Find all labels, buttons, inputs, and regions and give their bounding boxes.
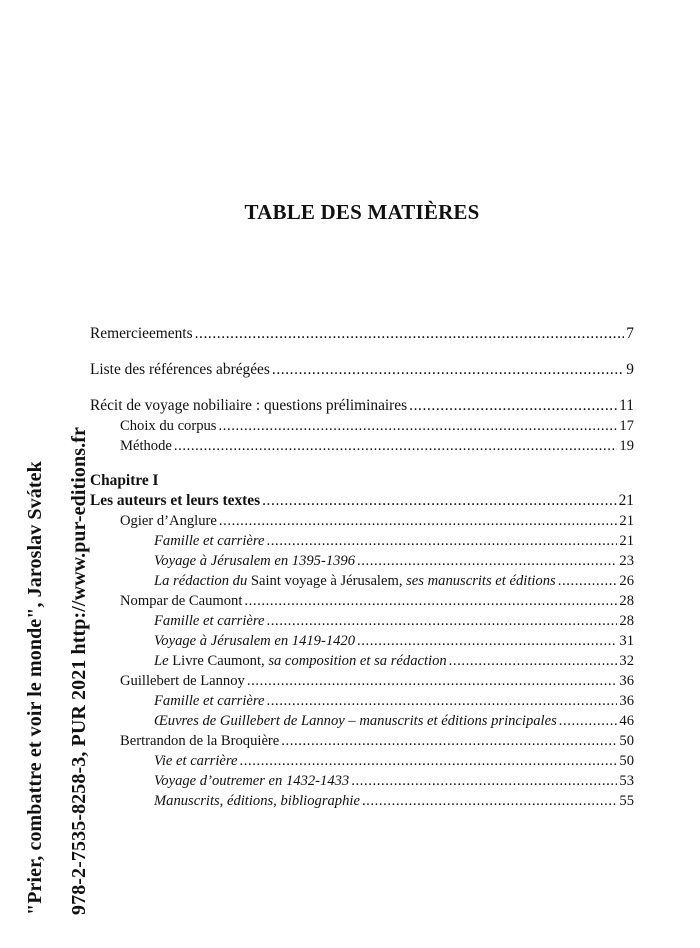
dot-leader (244, 591, 617, 611)
toc-entry-guillebert (90, 671, 634, 691)
toc-label: Bertrandon de la Broquière (120, 733, 280, 749)
toc-label-part: , sa composition et sa rédaction (261, 653, 447, 669)
toc-entry-ogier-voyage (90, 551, 634, 571)
toc-page-number: 53 (619, 773, 634, 789)
toc-entry-remerciements (90, 324, 634, 344)
toc-page-number: 50 (619, 753, 634, 769)
toc-entry-methode (90, 436, 634, 456)
toc-entry-guillebert-famille (90, 691, 634, 711)
toc-page-number: 17 (619, 418, 634, 434)
toc-label-part: , ses manuscrits et éditions (398, 573, 556, 589)
page-title: TABLE DES MATIÈRES (244, 200, 480, 224)
dot-leader (449, 651, 618, 671)
toc-page-number: 31 (619, 633, 634, 649)
dot-leader (559, 711, 618, 731)
toc-page-number: 11 (619, 397, 634, 414)
dot-leader (174, 436, 618, 456)
toc-label: Choix du corpus (120, 418, 217, 434)
toc-page-number: 23 (619, 553, 634, 569)
toc-page-number: 9 (626, 361, 634, 378)
toc-page-number: 7 (626, 325, 634, 342)
toc-entry-ogier-famille (90, 531, 634, 551)
toc-entry-nompar-voyage (90, 631, 634, 651)
toc-page-number: 55 (619, 793, 634, 809)
toc-entry-auteurs (90, 491, 634, 511)
dot-leader (267, 611, 618, 631)
toc-label-title: Livre Caumont (168, 653, 262, 669)
toc-label: Voyage à Jérusalem en 1395-1396 (154, 553, 356, 569)
dot-leader (409, 396, 617, 416)
toc-entry-guillebert-oeuvres (90, 711, 634, 731)
toc-entry-nompar-famille (90, 611, 634, 631)
dot-leader (362, 791, 617, 811)
toc-entry-nompar (90, 591, 634, 611)
toc-entry-nompar-livre (90, 651, 634, 671)
toc-label (154, 651, 447, 671)
toc-label: Remercieements (90, 325, 193, 342)
dot-leader (247, 671, 618, 691)
toc-label: Les auteurs et leurs textes (90, 492, 261, 509)
toc-entry-liste (90, 360, 634, 380)
dot-leader (558, 571, 618, 591)
toc-page-number: 19 (619, 438, 634, 454)
watermark-isbn-line: 978-2-7535-8258-3, PUR 2021 http://www.pur-editions.fr (68, 427, 90, 915)
dot-leader (262, 491, 617, 511)
toc-page-number: 32 (619, 653, 634, 669)
toc-label: Ogier d’Anglure (120, 513, 217, 529)
toc-label: Voyage d’outremer en 1432-1433 (154, 773, 350, 789)
toc-label: Famille et carrière (154, 533, 265, 549)
toc-label-part: La rédaction du (154, 573, 248, 589)
toc-label: Liste des références abrégées (90, 361, 270, 378)
toc-label: Récit de voyage nobiliaire : questions préliminaires (90, 397, 408, 414)
toc-entry-ogier-redaction (90, 571, 634, 591)
toc-page-number: 28 (619, 593, 634, 609)
toc-entry-bertrandon-voyage (90, 771, 634, 791)
dot-leader (272, 360, 624, 380)
dot-leader (267, 531, 618, 551)
toc-label: Méthode (120, 438, 172, 454)
dot-leader (195, 324, 625, 344)
toc-label-part: Le (154, 653, 169, 669)
toc-entry-bertrandon-vie (90, 751, 634, 771)
dot-leader (357, 551, 617, 571)
toc-label: Manuscrits, éditions, bibliographie (154, 793, 360, 809)
toc-page-number: 28 (619, 613, 634, 629)
dot-leader (281, 731, 617, 751)
table-of-contents (90, 324, 634, 811)
toc-page-number: 50 (619, 733, 634, 749)
chapter-label: Chapitre I (90, 472, 159, 489)
toc-label: Guillebert de Lannoy (120, 673, 245, 689)
toc-page-number: 36 (619, 673, 634, 689)
toc-entry-recit (90, 396, 634, 416)
toc-page-number: 26 (619, 573, 634, 589)
toc-label: Nompar de Caumont (120, 593, 243, 609)
dot-leader (218, 416, 617, 436)
toc-page-number: 36 (619, 693, 634, 709)
watermark-title-line: "Prier, combattre et voir le monde", Jaroslav Svátek (24, 461, 46, 915)
dot-leader (219, 511, 618, 531)
toc-page-number: 46 (619, 713, 634, 729)
toc-label-title: Saint voyage à Jérusalem (247, 573, 399, 589)
toc-page-number: 21 (619, 533, 634, 549)
toc-label: Famille et carrière (154, 613, 265, 629)
toc-page-number: 21 (618, 492, 634, 509)
dot-leader (267, 691, 618, 711)
toc-entry-choix (90, 416, 634, 436)
toc-label: Œuvres de Guillebert de Lannoy – manuscrits et éditions principales (154, 713, 557, 729)
toc-entry-bertrandon-manuscrits (90, 791, 634, 811)
toc-label: Vie et carrière (154, 753, 238, 769)
toc-label (154, 571, 556, 591)
toc-entry-bertrandon (90, 731, 634, 751)
dot-leader (239, 751, 617, 771)
dot-leader (351, 771, 617, 791)
toc-page-number: 21 (619, 513, 634, 529)
toc-label: Voyage à Jérusalem en 1419-1420 (154, 633, 356, 649)
dot-leader (357, 631, 617, 651)
toc-label: Famille et carrière (154, 693, 265, 709)
toc-entry-ogier (90, 511, 634, 531)
